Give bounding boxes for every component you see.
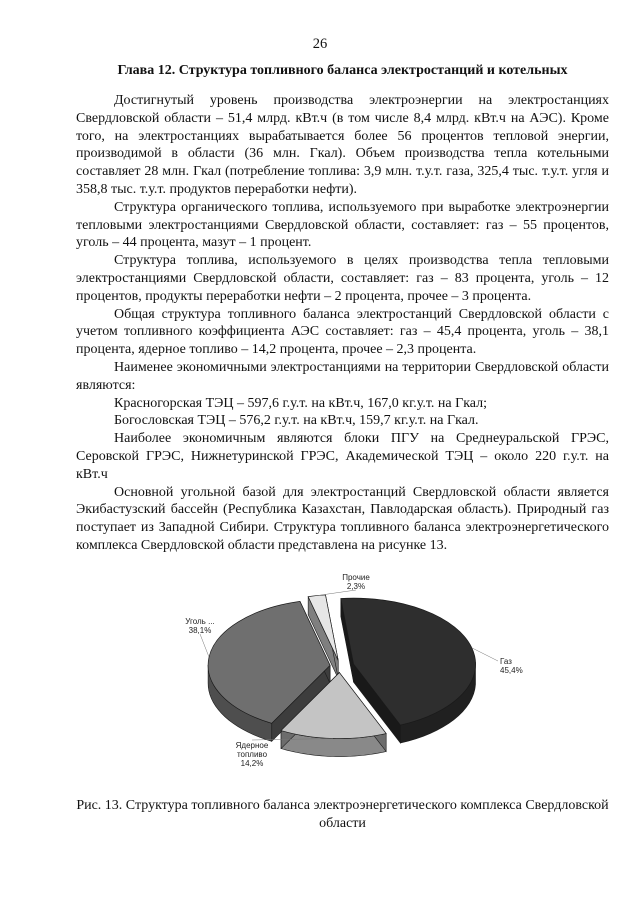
- label-leader-line: [200, 634, 209, 657]
- slice-value-label: 2,3%: [346, 582, 366, 591]
- paragraph: Структура органического топлива, используемого при выработке электроэнергии тепловыми электростанциями Свердловской области, составляет: газ – 55 процентов, уголь – 44 процента, мазут – 1 процент.: [76, 199, 609, 251]
- slice-label: Прочие: [342, 573, 370, 582]
- slice-label: Уголь ...: [185, 617, 215, 626]
- slice-value-label: 45,4%: [500, 666, 523, 675]
- paragraph: Основной угольной базой для электростанций Свердловской области является Экибастузский бассейн (Республика Казахстан, Павлодарская область). Природный газ поступает из Западной Сибири. Структура топливного баланса электроэнергетического комплекса Свердловской области представлена на рисунке 13.: [76, 484, 609, 553]
- page-number: 26: [312, 36, 328, 52]
- slice-value-label: 14,2%: [240, 759, 264, 768]
- body-text: [76, 92, 609, 555]
- slice-label: Ядерное: [235, 741, 269, 750]
- slice-label: топливо: [236, 750, 268, 759]
- paragraph: Структура топлива, используемого в целях производства тепла тепловыми электростанциями Свердловской области, составляет: газ – 83 процента, уголь – 12 процентов, продукты переработки нефти – 2 процента, прочее – 3 процента.: [76, 253, 609, 304]
- label-leader-line: [472, 648, 498, 661]
- pie-chart: [160, 568, 523, 788]
- slice-label: Газ: [500, 657, 512, 666]
- paragraph: Достигнутый уровень производства электроэнергии на электростанциях Свердловской области – 51,4 млрд. кВт.ч (в том числе 8,4 млрд. кВт.ч на АЭС). Кроме того, на электростанциях вырабатывается более 56 процентов тепловой энергии, производимой в области (36 млн. Гкал). Объем производства тепла котельными составляет 28 млн. Гкал (потребление топлива: 3,9 млн. т.у.т. газа, 325,4 тыс. т.у.т. угля и 358,8 тыс. т.у.т. продуктов переработки нефти).: [76, 93, 609, 197]
- list-item: Красногорская ТЭЦ – 597,6 г.у.т. на кВт.ч, 167,0 кг.у.т. на Гкал;: [114, 395, 488, 411]
- chapter-heading: Глава 12. Структура топливного баланса электростанций и котельных: [117, 63, 568, 78]
- slice-value-label: 38,1%: [188, 626, 212, 635]
- paragraph: Общая структура топливного баланса электростанций Свердловской области с учетом топливного коэффициента АЭС составляет: газ – 45,4 процента, уголь – 38,1 процента, ядерное топливо – 14,2 процента, прочее – 2,3 процента.: [76, 306, 609, 358]
- paragraph: Наиболее экономичным являются блоки ПГУ на Среднеуральской ГРЭС, Серовской ГРЭС, Нижнетуринской ГРЭС, Академической ТЭЦ – около 220 г.у.т. на кВт.ч: [76, 431, 609, 482]
- pie-chart-svg: [160, 568, 523, 788]
- figure-caption: Рис. 13. Структура топливного баланса электроэнергетического комплекса Свердловской области: [76, 798, 609, 831]
- paragraph: Наименее экономичными электростанциями на территории Свердловской области являются:: [76, 359, 609, 393]
- list-item: Богословская ТЭЦ – 576,2 г.у.т. на кВт.ч, 159,7 кг.у.т. на Гкал.: [114, 413, 479, 429]
